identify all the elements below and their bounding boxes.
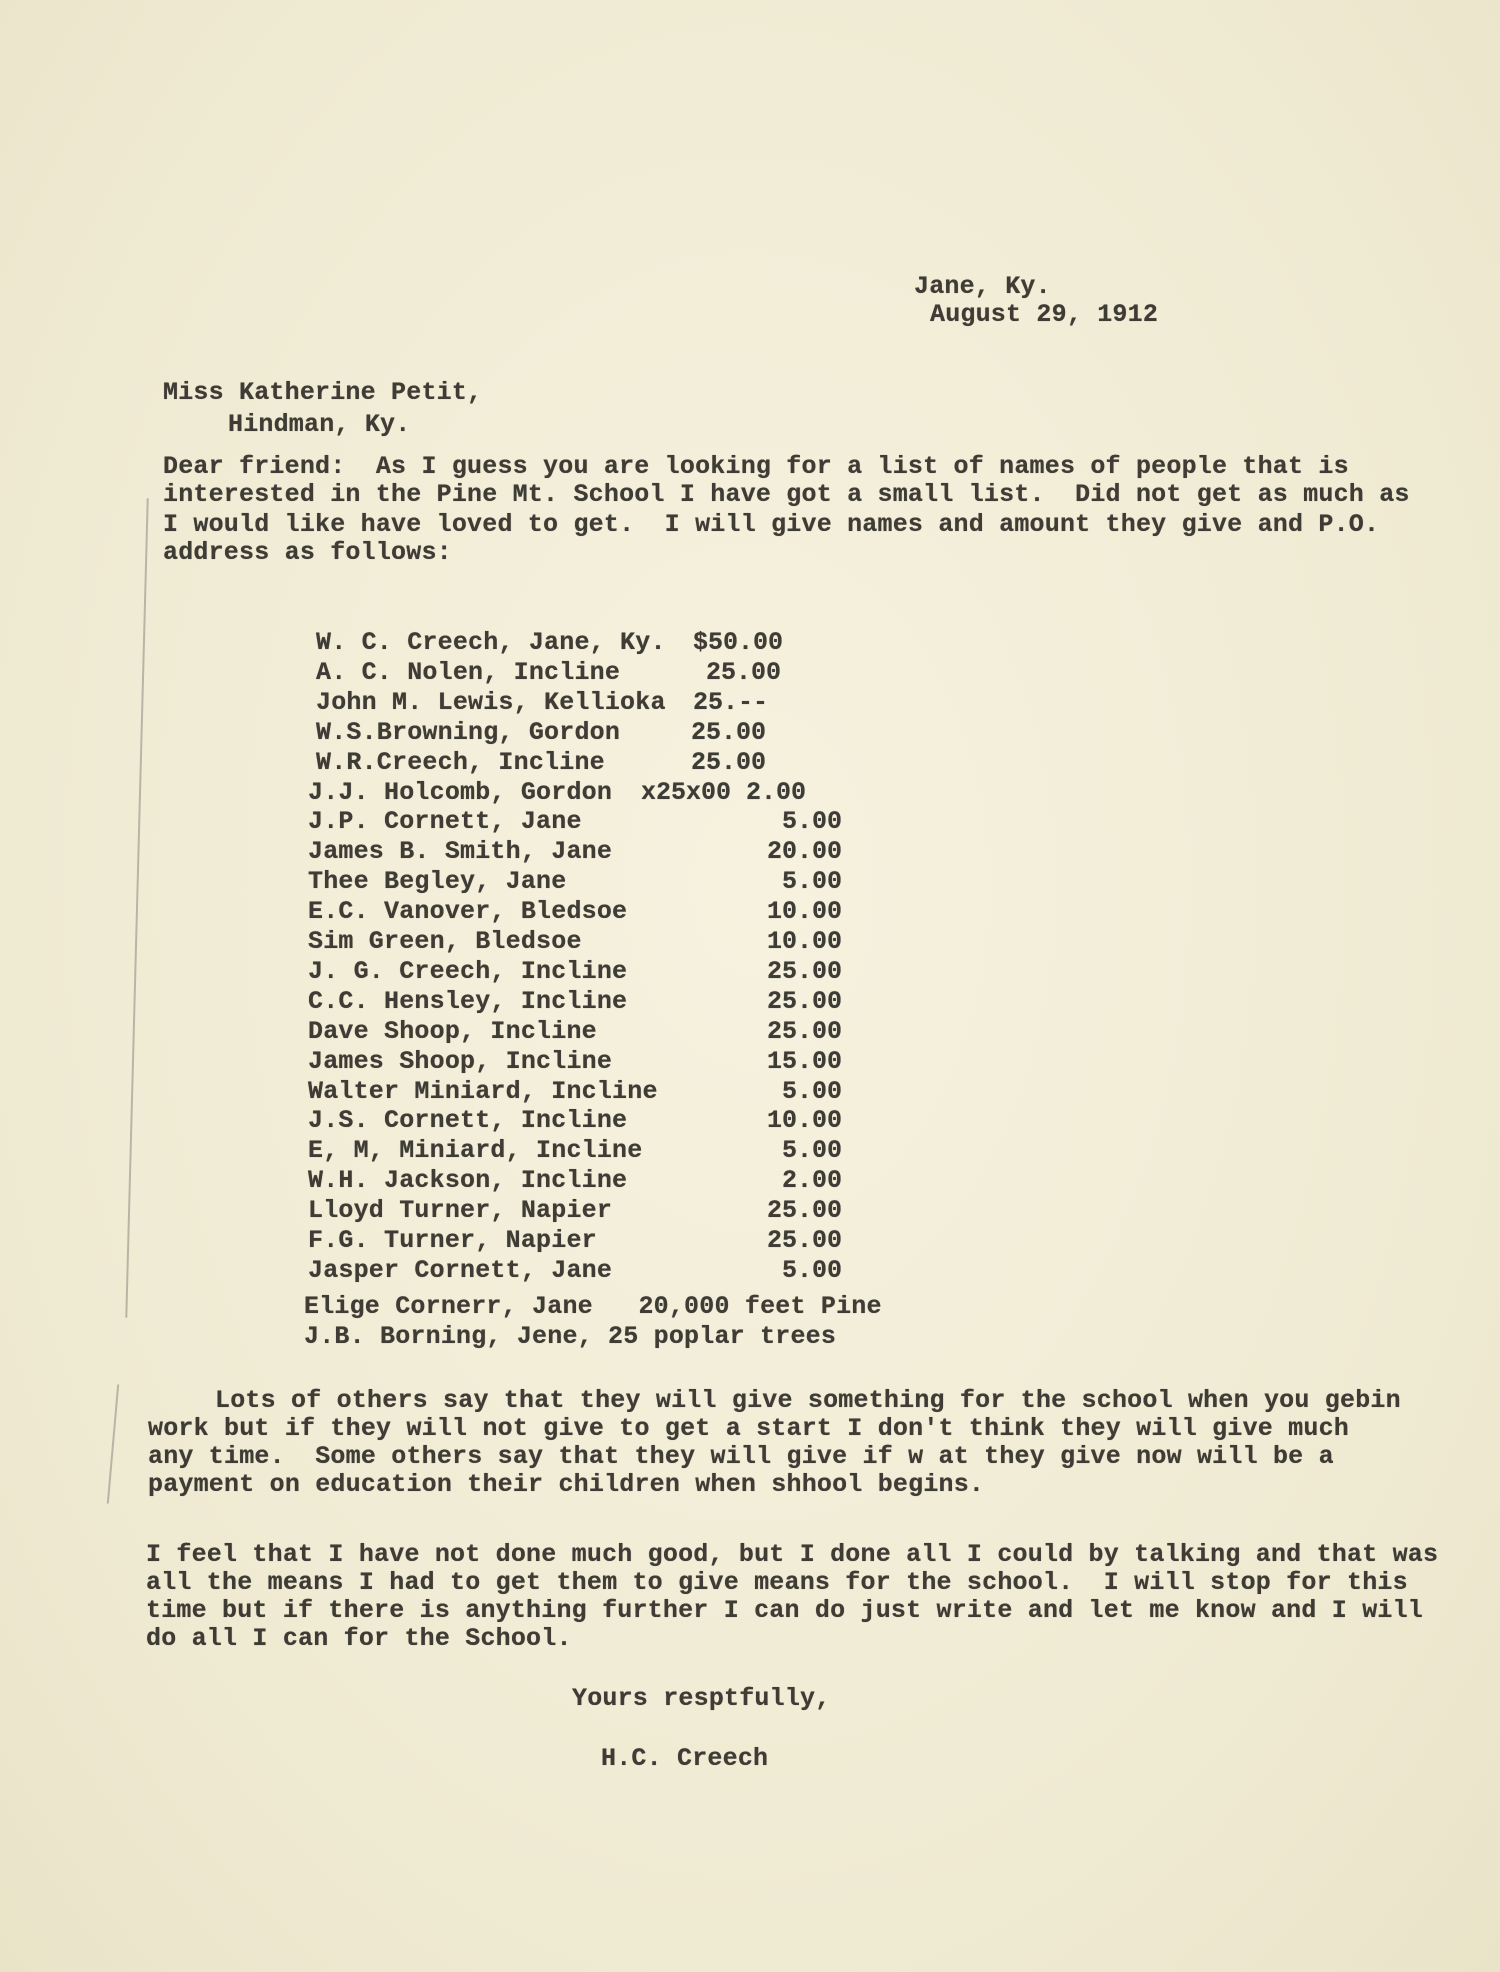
donor-row [0, 1166, 1500, 1196]
donor-row [0, 837, 1500, 867]
donor-amount: 5.00 [781, 867, 842, 897]
text-line: do all I can for the School. [146, 1624, 572, 1653]
donor-row [0, 1077, 1500, 1107]
text-line: I feel that I have not done much good, but I done all I could by talking and that was [146, 1540, 1439, 1569]
donor-name: J.J. Holcomb, Gordon [308, 777, 613, 807]
donor-name: W.H. Jackson, Incline [308, 1166, 628, 1196]
donor-name: A. C. Nolen, Incline [316, 657, 621, 687]
donor-row [0, 1136, 1500, 1166]
text-line: Dear friend: As I guess you are looking for a list of names of people that is [163, 452, 1349, 481]
donor-amount: 25.00 [766, 1016, 842, 1046]
donation-line: Elige Cornerr, Jane 20,000 feet Pine [304, 1292, 882, 1321]
donor-amount: 25.00 [691, 717, 767, 747]
donor-amount: x25x00 2.00 [641, 777, 807, 807]
donor-amount: 10.00 [766, 897, 842, 927]
donor-row [0, 1226, 1500, 1256]
donor-amount: 5.00 [781, 1136, 842, 1166]
donor-amount: $50.00 [693, 628, 784, 657]
donor-amount: 10.00 [766, 927, 842, 956]
letter-place: Jane, Ky. [914, 272, 1051, 301]
donor-row [0, 957, 1500, 987]
donor-row [0, 658, 1500, 688]
text-line: time but if there is anything further I can do just write and let me know and I will [146, 1596, 1424, 1625]
donor-row [0, 748, 1500, 778]
donor-row [0, 1256, 1500, 1286]
donor-amount: 25.00 [766, 1226, 842, 1255]
donor-row [0, 897, 1500, 927]
donor-name: E, M, Miniard, Incline [308, 1136, 643, 1166]
donor-row [0, 1017, 1500, 1047]
donation-line: J.B. Borning, Jene, 25 poplar trees [304, 1322, 837, 1351]
donor-name: James Shoop, Incline [308, 1046, 613, 1076]
donor-name: Thee Begley, Jane [308, 867, 567, 897]
donor-name: James B. Smith, Jane [308, 837, 613, 867]
donor-amount: 5.00 [781, 1076, 842, 1106]
signature: H.C. Creech [601, 1744, 769, 1773]
text-line: interested in the Pine Mt. School I have got a small list. Did not get as much as [163, 480, 1410, 509]
letter-date: August 29, 1912 [930, 300, 1159, 329]
donor-row [0, 688, 1500, 718]
text-line: address as follows: [163, 538, 452, 567]
recipient-name: Miss Katherine Petit, [163, 378, 483, 407]
donor-amount: 10.00 [766, 1106, 842, 1136]
donor-name: E.C. Vanover, Bledsoe [308, 897, 628, 927]
donor-name: C.C. Hensley, Incline [308, 986, 628, 1016]
donor-row [0, 1047, 1500, 1077]
donor-name: W.S.Browning, Gordon [316, 717, 621, 747]
donor-name: F.G. Turner, Napier [308, 1226, 597, 1255]
donor-amount: 25.00 [766, 956, 842, 986]
donor-row [0, 807, 1500, 837]
text-line: I would like have loved to get. I will give names and amount they give and P.O. [163, 510, 1380, 539]
donor-amount: 25.00 [766, 986, 842, 1016]
donor-amount: 5.00 [781, 807, 842, 837]
donor-row [0, 628, 1500, 658]
donor-name: Jasper Cornett, Jane [308, 1255, 613, 1285]
closing: Yours resptfully, [572, 1684, 831, 1713]
donor-row [0, 927, 1500, 957]
donor-row [0, 778, 1500, 808]
donor-row [0, 1196, 1500, 1226]
donor-amount: 2.00 [781, 1166, 842, 1196]
donor-row [0, 718, 1500, 748]
text-line: all the means I had to get them to give means for the school. I will stop for this [146, 1568, 1408, 1597]
recipient-address: Hindman, Ky. [228, 410, 411, 439]
donor-amount: 5.00 [781, 1255, 842, 1285]
pencil-margin-mark [107, 1384, 119, 1504]
text-line: any time. Some others say that they will give if w at they give now will be a [148, 1442, 1334, 1471]
donor-amount: 25.00 [766, 1196, 842, 1226]
donor-name: W.R.Creech, Incline [316, 747, 605, 777]
donor-name: J.P. Cornett, Jane [308, 807, 582, 837]
donor-amount: 25.00 [691, 747, 767, 777]
donor-name: Sim Green, Bledsoe [308, 927, 582, 956]
donor-amount: 25.00 [706, 657, 782, 687]
donor-name: Dave Shoop, Incline [308, 1016, 597, 1046]
donor-amount: 25.-- [693, 687, 769, 717]
text-line: work but if they will not give to get a start I don't think they will give much [148, 1414, 1349, 1443]
donor-row [0, 867, 1500, 897]
donor-name: J. G. Creech, Incline [308, 956, 628, 986]
donor-amount: 15.00 [766, 1046, 842, 1076]
donor-row [0, 1106, 1500, 1136]
text-line: Lots of others say that they will give something for the school when you gebin [139, 1386, 1401, 1415]
donor-name: J.S. Cornett, Incline [308, 1106, 628, 1136]
donor-name: Lloyd Turner, Napier [308, 1196, 613, 1226]
donor-name: W. C. Creech, Jane, Ky. [316, 628, 666, 657]
donor-row [0, 987, 1500, 1017]
text-line: payment on education their children when shhool begins. [148, 1470, 985, 1499]
donor-name: John M. Lewis, Kellioka [316, 687, 666, 717]
donor-name: Walter Miniard, Incline [308, 1076, 658, 1106]
donor-amount: 20.00 [766, 837, 842, 867]
